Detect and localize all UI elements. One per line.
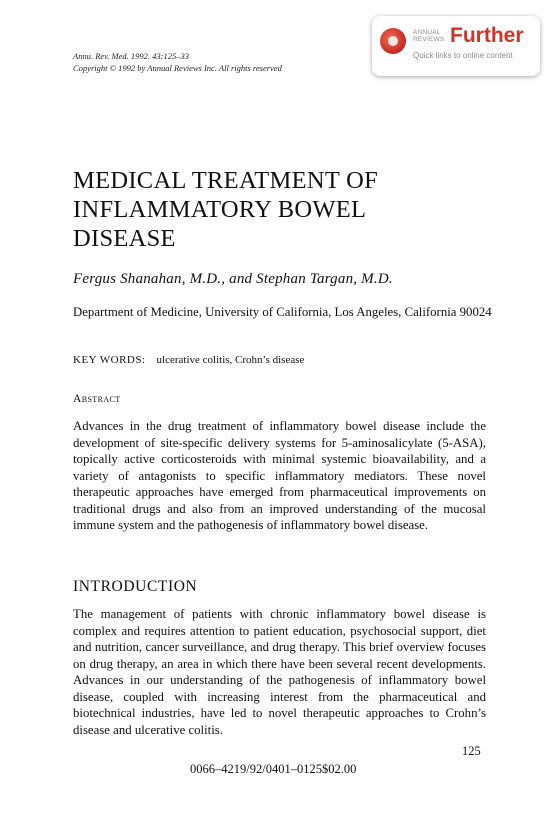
badge-annual-label: ANNUAL [413,29,441,36]
citation-header [73,50,282,74]
introduction-text: The management of patients with chronic inflammatory bowel disease is complex and requires attention to patient education, psychosocial support, diet and nutrition, cancer surveillance, and drug therapy. This brief overview focuses on drug therapy, an area in which there have been several recent developments. Advances in our understanding of the pathogenesis of inflammatory bowel disease, coupled with increasing interest from the pharmaceutical and biotechnical industries, have led to novel therapeutic approaches to Crohn’s disease and ulcerative colitis. [73,607,486,737]
affiliation: Department of Medicine, University of California, Los Angeles, California 90024 [73,305,492,319]
keywords [73,354,304,366]
introduction-heading: INTRODUCTION [73,578,198,595]
copyright-line: Copyright © 1992 by Annual Reviews Inc. All rights reserved [73,63,282,73]
title-line: MEDICAL TREATMENT OF [73,167,379,194]
badge-reviews-label: REVIEWS [413,36,445,43]
page-number: 125 [462,744,481,758]
annual-reviews-logo-icon [380,28,406,54]
badge-publisher [413,29,444,43]
keywords-label: KEY WORDS: [73,354,146,366]
article-title [73,166,493,253]
authors: Fergus Shanahan, M.D., and Stephan Targan, M.D. [73,271,393,287]
badge-subtitle: Quick links to online content [413,51,513,60]
badge-further-label: Further [450,24,524,47]
issn-code: 0066–4219/92/0401–0125$02.00 [190,762,357,776]
abstract-heading: Abstract [73,393,121,405]
title-line: INFLAMMATORY BOWEL [73,196,367,223]
title-line: DISEASE [73,225,176,252]
journal-line: Annu. Rev. Med. 1992. 43:125–33 [73,51,189,61]
further-badge[interactable] [372,16,540,76]
keywords-value: ulcerative colitis, Crohn’s disease [156,354,305,366]
abstract-text: Advances in the drug treatment of inflammatory bowel disease include the development of site-specific delivery systems for 5-aminosalicylate (5-ASA), topically active corticosteroids with minimal systemic bioavailability, and a variety of antagonists to specific inflammatory mediators. These novel therapeutic approaches have emerged from pharmaceutical improvements on traditional drugs and also from an improved understanding of the mucosal immune system and the pathogenesis of inflammatory bowel disease. [73,419,486,532]
